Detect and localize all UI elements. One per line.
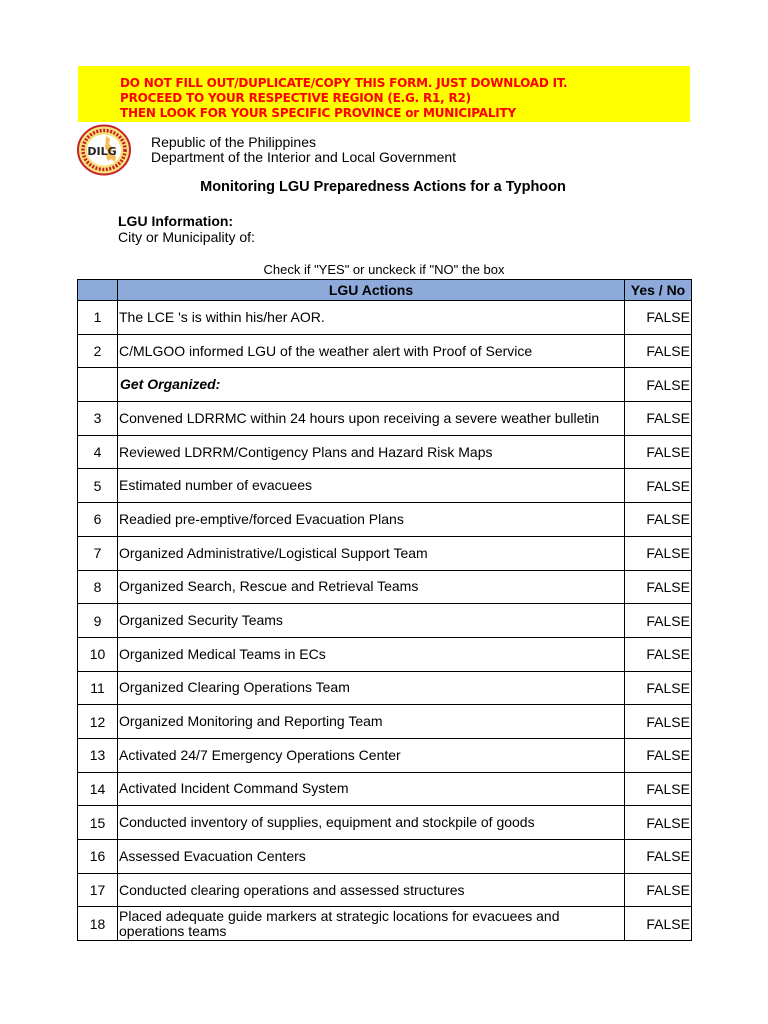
action-text: Organized Security Teams <box>118 604 625 638</box>
action-text: Organized Clearing Operations Team <box>118 671 625 705</box>
action-text: The LCE 's is within his/her AOR. <box>118 301 625 335</box>
column-header-yes-no: Yes / No <box>625 280 692 301</box>
table-row <box>78 334 692 368</box>
section-label: Get Organized: <box>118 368 625 402</box>
yes-no-value-cell[interactable]: FALSE <box>625 334 692 368</box>
action-text: Estimated number of evacuees <box>118 469 625 503</box>
column-header-number <box>78 280 118 301</box>
yes-no-value-cell[interactable]: FALSE <box>625 570 692 604</box>
column-header-lgu-actions: LGU Actions <box>118 280 625 301</box>
table-row <box>78 604 692 638</box>
action-text: C/MLGOO informed LGU of the weather alert with Proof of Service <box>118 334 625 368</box>
table-row <box>78 705 692 739</box>
table-row <box>78 469 692 503</box>
yes-no-value-cell[interactable]: FALSE <box>625 840 692 874</box>
action-text: Convened LDRRMC within 24 hours upon receiving a severe weather bulletin <box>118 402 625 436</box>
banner-line-3: THEN LOOK FOR YOUR SPECIFIC PROVINCE or MUNICIPALITY <box>120 106 517 120</box>
table-row <box>78 772 692 806</box>
action-text: Activated 24/7 Emergency Operations Center <box>118 738 625 772</box>
action-text: Conducted clearing operations and assessed structures <box>118 873 625 907</box>
row-number: 6 <box>78 503 118 537</box>
banner-line-1: DO NOT FILL OUT/DUPLICATE/COPY THIS FORM. JUST DOWNLOAD IT. <box>120 76 568 90</box>
action-text: Assessed Evacuation Centers <box>118 840 625 874</box>
form-title: Monitoring LGU Preparedness Actions for a Typhoon <box>200 179 566 195</box>
lgu-information-label: LGU Information: <box>118 213 234 229</box>
yes-no-value-cell[interactable]: FALSE <box>625 671 692 705</box>
table-row <box>78 435 692 469</box>
action-text: Activated Incident Command System <box>118 772 625 806</box>
table-row <box>78 873 692 907</box>
yes-no-value-cell[interactable]: FALSE <box>625 469 692 503</box>
yes-no-value-cell[interactable]: FALSE <box>625 604 692 638</box>
action-text: Organized Monitoring and Reporting Team <box>118 705 625 739</box>
city-municipality-label: City or Municipality of: <box>118 229 255 245</box>
table-header-row <box>78 280 692 301</box>
banner-line-2: PROCEED TO YOUR RESPECTIVE REGION (E.G. R1, R2) <box>120 91 471 105</box>
yes-no-value-cell[interactable]: FALSE <box>625 873 692 907</box>
agency-block <box>151 135 456 165</box>
action-text: Organized Search, Rescue and Retrieval Teams <box>118 570 625 604</box>
yes-no-value-cell[interactable]: FALSE <box>625 435 692 469</box>
lgu-actions-table <box>77 279 692 941</box>
row-number: 10 <box>78 637 118 671</box>
table-row <box>78 570 692 604</box>
row-number: 18 <box>78 907 118 941</box>
yes-no-value-cell[interactable]: FALSE <box>625 536 692 570</box>
action-text: Organized Medical Teams in ECs <box>118 637 625 671</box>
table-row <box>78 907 692 941</box>
instruction-text: Check if "YES" or unckeck if "NO" the box <box>263 262 505 277</box>
svg-text:DILG: DILG <box>87 145 117 158</box>
row-number: 9 <box>78 604 118 638</box>
table-row <box>78 840 692 874</box>
row-number: 17 <box>78 873 118 907</box>
table-row <box>78 738 692 772</box>
yes-no-value-cell[interactable]: FALSE <box>625 301 692 335</box>
row-number: 15 <box>78 806 118 840</box>
row-number: 8 <box>78 570 118 604</box>
yes-no-value-cell[interactable]: FALSE <box>625 806 692 840</box>
agency-department: Department of the Interior and Local Government <box>151 149 457 165</box>
action-text: Conducted inventory of supplies, equipment and stockpile of goods <box>118 806 625 840</box>
table-row <box>78 637 692 671</box>
table-row <box>78 536 692 570</box>
row-number: 5 <box>78 469 118 503</box>
row-number: 16 <box>78 840 118 874</box>
action-text: Reviewed LDRRM/Contigency Plans and Hazard Risk Maps <box>118 435 625 469</box>
row-number: 1 <box>78 301 118 335</box>
yes-no-value-cell[interactable]: FALSE <box>625 637 692 671</box>
row-number: 2 <box>78 334 118 368</box>
row-number: 4 <box>78 435 118 469</box>
yes-no-value-cell[interactable]: FALSE <box>625 772 692 806</box>
row-number: 13 <box>78 738 118 772</box>
row-number: 12 <box>78 705 118 739</box>
yes-no-value-cell[interactable]: FALSE <box>625 907 692 941</box>
row-number: 3 <box>78 402 118 436</box>
yes-no-value-cell[interactable]: FALSE <box>625 368 692 402</box>
row-number: 14 <box>78 772 118 806</box>
action-text: Placed adequate guide markers at strategic locations for evacuees and operations teams <box>118 907 625 941</box>
row-number: 7 <box>78 536 118 570</box>
table-row <box>78 806 692 840</box>
yes-no-value-cell[interactable]: FALSE <box>625 402 692 436</box>
table-row <box>78 301 692 335</box>
row-number: 11 <box>78 671 118 705</box>
action-text: Readied pre-emptive/forced Evacuation Plans <box>118 503 625 537</box>
yes-no-value-cell[interactable]: FALSE <box>625 503 692 537</box>
section-row <box>78 368 692 402</box>
row-number <box>78 368 118 402</box>
table-row <box>78 671 692 705</box>
table-row <box>78 402 692 436</box>
agency-republic: Republic of the Philippines <box>151 134 316 150</box>
table-row <box>78 503 692 537</box>
warning-banner <box>78 66 690 122</box>
yes-no-value-cell[interactable]: FALSE <box>625 705 692 739</box>
action-text: Organized Administrative/Logistical Support Team <box>118 536 625 570</box>
yes-no-value-cell[interactable]: FALSE <box>625 738 692 772</box>
dilg-seal-icon <box>76 124 132 176</box>
